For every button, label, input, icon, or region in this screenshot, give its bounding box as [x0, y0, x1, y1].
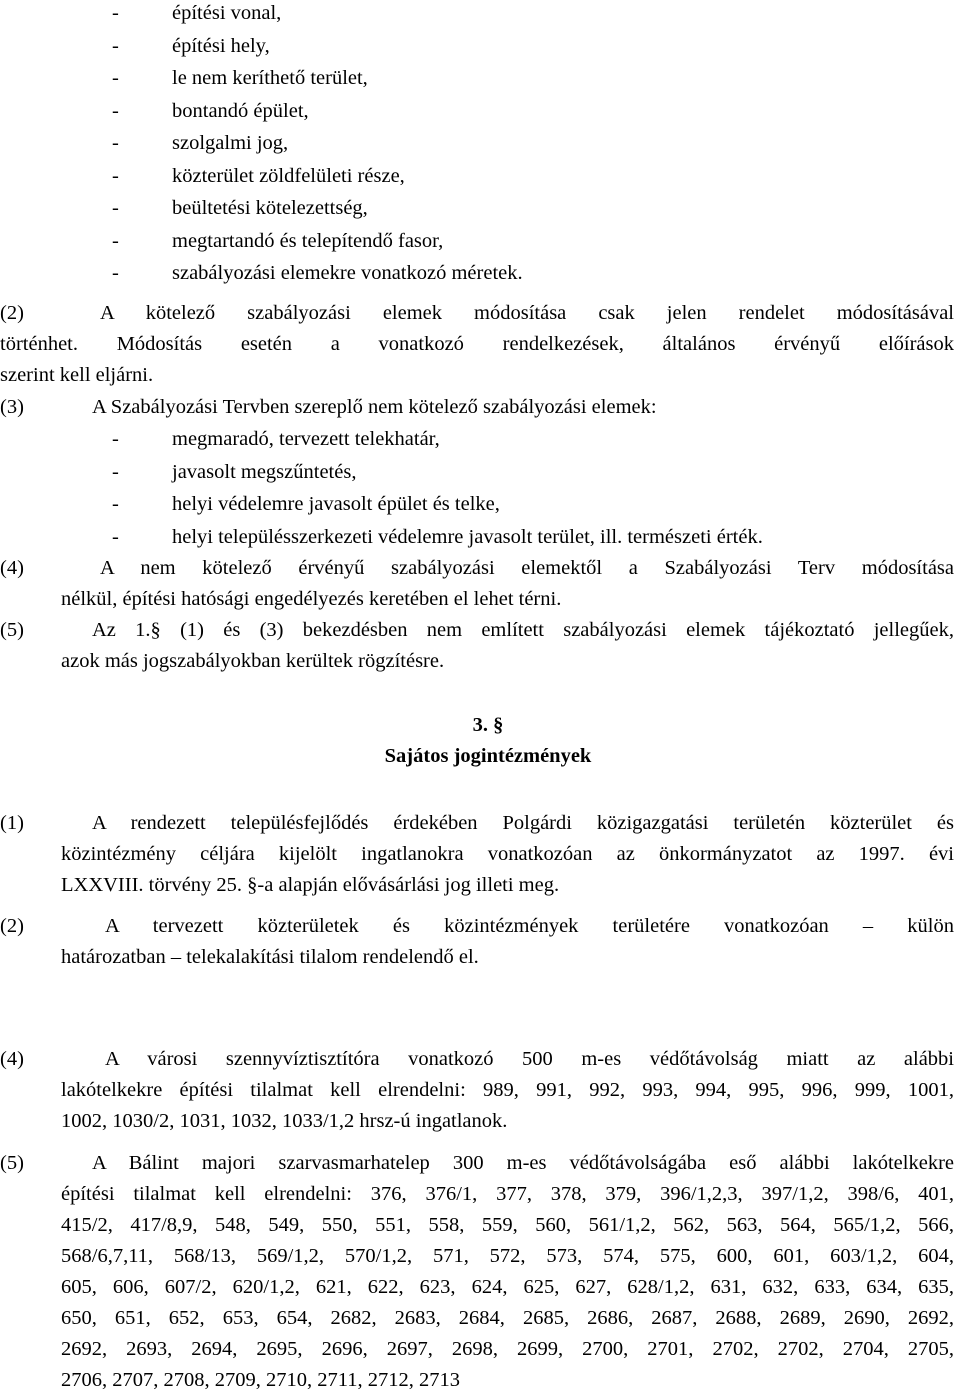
special-paragraph-2 — [0, 911, 954, 973]
paragraph-number: (2) — [0, 302, 24, 324]
list-item: - helyi védelemre javasolt épület és telke, — [112, 493, 500, 515]
paragraph-line: 415/2, 417/8,9, 548, 549, 550, 551, 558, 559, 560, 561/1,2, 562, 563, 564, 565/1,2, 566, — [61, 1214, 954, 1236]
paragraph-line: szerint kell eljárni. — [0, 364, 154, 386]
paragraph-line: A rendezett településfejlődés érdekében Polgárdi közigazgatási területén közterület és — [92, 812, 954, 834]
paragraph-2 — [0, 298, 954, 391]
list-item: - megtartandó és telepítendő fasor, — [112, 229, 444, 252]
paragraph-line: 650, 651, 652, 653, 654, 2682, 2683, 2684, 2685, 2686, 2687, 2688, 2689, 2690, 2692, — [61, 1307, 954, 1329]
paragraph-line: 2692, 2693, 2694, 2695, 2696, 2697, 2698, 2699, 2700, 2701, 2702, 2702, 2704, 2705, — [61, 1338, 954, 1360]
list-item: - megmaradó, tervezett telekhatár, — [112, 428, 440, 450]
paragraph-line: lakótelkekre építési tilalmat kell elrendelni: 989, 991, 992, 993, 994, 995, 996, 999, 1001, — [61, 1079, 954, 1101]
paragraph-intro: A Szabályozási Tervben szereplő nem kötelező szabályozási elemek: — [92, 396, 657, 418]
paragraph-5 — [0, 615, 954, 677]
paragraph-number: (5) — [0, 1152, 24, 1174]
paragraph-line: A nem kötelező érvényű szabályozási elemektől a Szabályozási Terv módosítása — [100, 557, 954, 579]
list-item: - szabályozási elemekre vonatkozó méretek. — [112, 262, 523, 284]
list-item: - javasolt megszűntetés, — [112, 460, 357, 483]
special-paragraph-5 — [0, 1148, 954, 1396]
paragraph-line: 1002, 1030/2, 1031, 1032, 1033/1,2 hrsz-ú ingatlanok. — [61, 1110, 508, 1132]
list-item: - szolgalmi jog, — [112, 132, 289, 154]
list-item: - beültetési kötelezettség, — [112, 197, 368, 219]
list-item: - helyi településszerkezeti védelemre javasolt terület, ill. természeti érték. — [112, 525, 763, 548]
paragraph-line: A városi szennyvíztisztítóra vonatkozó 500 m-es védőtávolság miatt az alábbi — [105, 1048, 954, 1070]
paragraph-line: építési tilalmat kell elrendelni: 376, 376/1, 377, 378, 379, 396/1,2,3, 397/1,2, 398/6, 401, — [61, 1183, 954, 1205]
list-item: - építési hely, — [112, 34, 270, 57]
paragraph-number: (1) — [0, 812, 24, 834]
paragraph-line: azok más jogszabályokban kerültek rögzítésre. — [61, 650, 445, 672]
paragraph-number: (4) — [0, 557, 24, 579]
special-paragraph-1 — [0, 808, 954, 901]
paragraph-line: nélkül, építési hatósági engedélyezés keretében el lehet térni. — [61, 588, 562, 610]
paragraph-number: (3) — [0, 396, 24, 418]
section-number: 3. § — [472, 714, 504, 736]
list-item: - építési vonal, — [112, 2, 282, 24]
paragraph-line: 2706, 2707, 2708, 2709, 2710, 2711, 2712, 2713 — [61, 1369, 460, 1391]
non-binding-elements-list — [112, 423, 763, 553]
paragraph-number: (5) — [0, 619, 24, 641]
paragraph-line: A kötelező szabályozási elemek módosítása csak jelen rendelet módosításával — [100, 302, 954, 324]
list-item: - bontandó épület, — [112, 99, 309, 122]
paragraph-line: 605, 606, 607/2, 620/1,2, 621, 622, 623, 624, 625, 627, 628/1,2, 631, 632, 633, 634, 635, — [61, 1276, 954, 1298]
paragraph-4 — [0, 553, 954, 615]
paragraph-line: A tervezett közterületek és közintézmények területére vonatkozóan – külön — [105, 915, 954, 937]
list-item: - le nem keríthető terület, — [112, 67, 368, 89]
paragraph-number: (2) — [0, 915, 24, 937]
paragraph-line: 568/6,7,11, 568/13, 569/1,2, 570/1,2, 571, 572, 573, 574, 575, 600, 601, 603/1,2, 604, — [61, 1245, 954, 1267]
list-item: - közterület zöldfelületi része, — [112, 164, 405, 187]
paragraph-line: A Bálint majori szarvasmarhatelep 300 m-es védőtávolságába eső alábbi lakótelkekre — [92, 1152, 954, 1174]
paragraph-line: Az 1.§ (1) és (3) bekezdésben nem említett szabályozási elemek tájékoztató jellegűek, — [92, 619, 954, 641]
paragraph-number: (4) — [0, 1048, 24, 1070]
binding-elements-list — [112, 0, 523, 290]
paragraph-line: közintézmény céljára kijelölt ingatlanokra vonatkozóan az önkormányzatot az 1997. évi — [61, 843, 954, 865]
paragraph-line: történhet. Módosítás esetén a vonatkozó rendelkezések, általános érvényű előírások — [0, 333, 954, 355]
paragraph-line: LXXVIII. törvény 25. §-a alapján elővásárlási jog illeti meg. — [61, 874, 560, 896]
special-paragraph-4 — [0, 1044, 954, 1137]
paragraph-3 — [0, 392, 954, 423]
section-title: Sajátos jogintézmények — [384, 745, 592, 767]
paragraph-line: határozatban – telekalakítási tilalom rendelendő el. — [61, 946, 479, 968]
